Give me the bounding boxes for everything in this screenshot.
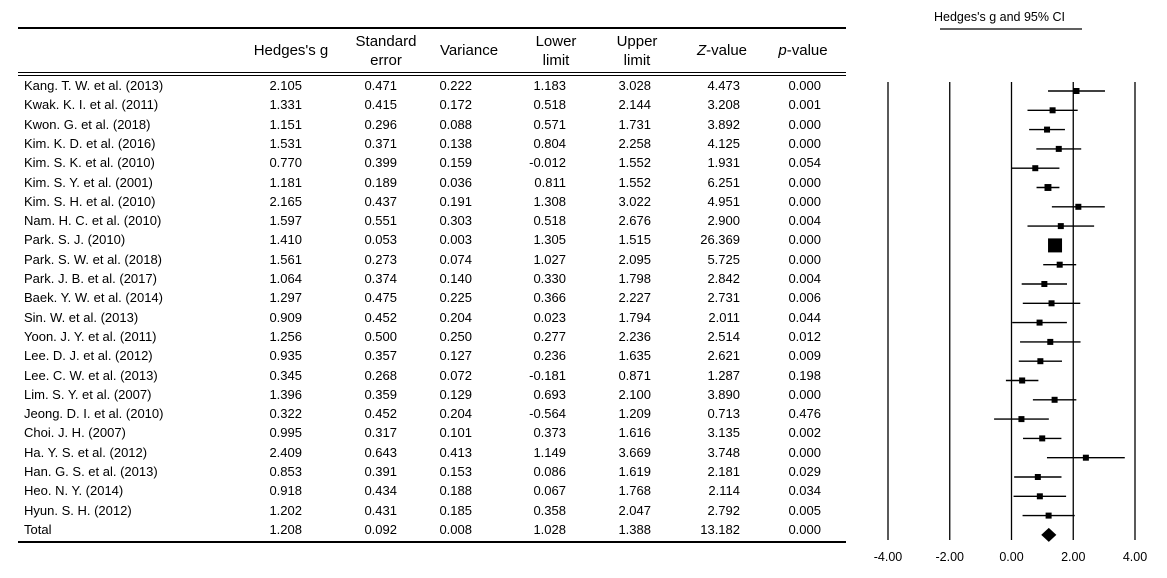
cell-se: 0.357: [364, 348, 397, 364]
cell-z: 2.842: [707, 271, 740, 286]
cell-p: 0.044: [788, 309, 821, 325]
cell-se: 0.189: [364, 174, 397, 190]
cell-upper: 1.731: [618, 116, 651, 132]
column-header-var: Variance: [439, 42, 499, 59]
cell-upper: 2.676: [618, 213, 651, 229]
cell-var: 0.003: [439, 232, 472, 248]
study-effect-marker: [1037, 320, 1043, 326]
cell-upper: 3.028: [618, 78, 651, 93]
cell-upper: 2.100: [618, 386, 651, 402]
column-header-z: Z-value: [696, 42, 748, 59]
ci-plot-title: Hedges's g and 95% CI: [934, 10, 1065, 24]
cell-upper: 1.798: [618, 271, 651, 286]
cell-p: 0.000: [788, 521, 821, 537]
cell-var: 0.204: [439, 406, 472, 422]
cell-var: 0.204: [439, 309, 472, 325]
cell-var: 0.250: [439, 328, 472, 344]
column-header-upper: Upper: [616, 33, 658, 50]
study-effect-marker: [1075, 204, 1081, 210]
cell-se: 0.053: [364, 232, 397, 248]
column-header-g: Hedges's g: [253, 42, 329, 59]
cell-upper: 3.022: [618, 193, 651, 209]
cell-z: 3.208: [707, 97, 740, 113]
cell-p: 0.004: [788, 271, 821, 286]
study-effect-marker: [1083, 455, 1089, 461]
study-name: Kim. S. H. et al. (2010): [24, 193, 156, 209]
study-name: Lim. S. Y. et al. (2007): [24, 386, 152, 402]
cell-g: 0.995: [269, 425, 302, 441]
study-name: Kim. K. D. et al. (2016): [24, 135, 156, 151]
cell-g: 1.531: [269, 135, 302, 151]
column-header-se: error: [370, 52, 402, 69]
cell-se: 0.371: [364, 135, 397, 151]
cell-upper: 1.209: [618, 406, 651, 422]
cell-upper: 1.616: [618, 425, 651, 441]
cell-g: 0.853: [269, 464, 302, 479]
cell-g: 0.918: [269, 483, 302, 499]
cell-var: 0.036: [439, 174, 472, 190]
cell-lower: -0.564: [529, 406, 566, 422]
cell-p: 0.000: [788, 116, 821, 132]
cell-upper: 2.144: [618, 97, 651, 113]
cell-se: 0.296: [364, 116, 397, 132]
study-effect-marker: [1058, 223, 1064, 229]
cell-lower: 0.067: [533, 483, 566, 499]
cell-p: 0.000: [788, 78, 821, 93]
cell-se: 0.475: [364, 290, 397, 306]
cell-upper: 2.258: [618, 135, 651, 151]
cell-lower: -0.181: [529, 367, 566, 383]
study-name: Hyun. S. H. (2012): [24, 502, 132, 518]
study-name: Baek. Y. W. et al. (2014): [24, 290, 163, 306]
cell-z: 2.514: [707, 328, 740, 344]
cell-lower: 1.027: [533, 251, 566, 267]
cell-upper: 1.552: [618, 174, 651, 190]
cell-g: 2.165: [269, 193, 302, 209]
study-effect-marker: [1073, 88, 1079, 94]
study-effect-marker: [1039, 435, 1045, 441]
study-effect-marker: [1046, 513, 1052, 519]
study-name: Jeong. D. I. et al. (2010): [24, 406, 164, 422]
cell-z: 2.792: [707, 502, 740, 518]
study-name: Kim. S. Y. et al. (2001): [24, 174, 153, 190]
study-name: Heo. N. Y. (2014): [24, 483, 124, 499]
cell-g: 0.322: [269, 406, 302, 422]
cell-z: 2.114: [708, 483, 740, 499]
cell-g: 1.256: [269, 328, 302, 344]
cell-lower: 0.277: [533, 328, 566, 344]
cell-upper: 1.768: [618, 483, 651, 499]
cell-var: 0.413: [439, 444, 472, 460]
study-effect-marker: [1032, 165, 1038, 171]
cell-se: 0.391: [364, 464, 397, 479]
cell-p: 0.004: [788, 213, 821, 229]
cell-z: 2.900: [707, 213, 740, 229]
column-header-se: Standard: [355, 33, 417, 50]
cell-var: 0.101: [439, 425, 472, 441]
cell-z: 4.951: [707, 193, 740, 209]
cell-var: 0.225: [439, 290, 472, 306]
x-tick-label: 2.00: [1061, 550, 1086, 564]
cell-var: 0.138: [439, 135, 472, 151]
cell-upper: 3.669: [618, 444, 651, 460]
cell-upper: 2.095: [618, 251, 651, 267]
cell-se: 0.437: [364, 193, 397, 209]
cell-lower: 0.023: [533, 309, 566, 325]
cell-se: 0.551: [364, 213, 397, 229]
cell-se: 0.092: [364, 521, 397, 537]
cell-lower: 1.305: [533, 232, 566, 248]
cell-upper: 2.047: [618, 502, 651, 518]
cell-g: 1.410: [269, 232, 302, 248]
cell-g: 1.151: [269, 116, 302, 132]
study-effect-marker: [1019, 377, 1025, 383]
study-effect-marker: [1052, 397, 1058, 403]
cell-var: 0.153: [439, 464, 472, 479]
cell-se: 0.434: [364, 483, 397, 499]
cell-lower: 0.693: [533, 386, 566, 402]
cell-p: 0.005: [788, 502, 821, 518]
study-name: Kwon. G. et al. (2018): [24, 116, 151, 132]
cell-upper: 1.515: [618, 232, 651, 248]
cell-se: 0.452: [364, 309, 397, 325]
cell-lower: 1.149: [533, 444, 566, 460]
cell-z: 2.621: [707, 348, 740, 364]
study-name: Choi. J. H. (2007): [24, 425, 126, 441]
cell-p: 0.000: [788, 251, 821, 267]
study-effect-marker: [1057, 262, 1063, 268]
cell-z: 3.890: [707, 386, 740, 402]
cell-upper: 1.794: [618, 309, 651, 325]
cell-var: 0.129: [439, 386, 472, 402]
cell-p: 0.476: [788, 406, 821, 422]
cell-p: 0.009: [788, 348, 821, 364]
cell-p: 0.000: [788, 386, 821, 402]
cell-var: 0.074: [439, 251, 472, 267]
cell-p: 0.000: [788, 135, 821, 151]
cell-p: 0.012: [788, 328, 821, 344]
cell-z: 2.731: [707, 290, 740, 306]
cell-var: 0.172: [439, 97, 472, 113]
cell-var: 0.088: [439, 116, 472, 132]
cell-se: 0.273: [364, 251, 397, 267]
study-effect-marker: [1044, 127, 1050, 133]
cell-g: 1.208: [269, 521, 302, 537]
cell-upper: 1.635: [618, 348, 651, 364]
cell-z: 2.181: [707, 464, 740, 479]
cell-lower: 0.373: [533, 425, 566, 441]
cell-z: 6.251: [707, 174, 740, 190]
cell-upper: 2.236: [618, 328, 651, 344]
cell-p: 0.054: [788, 155, 821, 171]
cell-var: 0.303: [439, 213, 472, 229]
study-effect-marker: [1035, 474, 1041, 480]
cell-z: 2.011: [708, 309, 740, 325]
cell-lower: -0.012: [529, 155, 566, 171]
column-header-upper: limit: [623, 52, 651, 69]
study-effect-marker: [1037, 358, 1043, 364]
cell-g: 1.297: [269, 290, 302, 306]
cell-p: 0.029: [788, 464, 821, 479]
cell-z: 0.713: [707, 406, 740, 422]
cell-p: 0.034: [788, 483, 821, 499]
cell-se: 0.399: [364, 155, 397, 171]
study-name: Sin. W. et al. (2013): [24, 309, 139, 325]
cell-p: 0.000: [788, 444, 821, 460]
study-effect-marker: [1049, 300, 1055, 306]
cell-g: 1.202: [269, 502, 302, 518]
cell-lower: 1.028: [533, 521, 566, 537]
cell-se: 0.452: [364, 406, 397, 422]
study-name: Kang. T. W. et al. (2013): [24, 78, 164, 93]
cell-lower: 0.518: [533, 97, 566, 113]
cell-z: 5.725: [707, 251, 740, 267]
study-name: Park. J. B. et al. (2017): [24, 271, 157, 286]
cell-var: 0.185: [439, 502, 472, 518]
cell-z: 3.892: [707, 116, 740, 132]
cell-lower: 1.308: [533, 193, 566, 209]
cell-se: 0.268: [364, 367, 397, 383]
study-name: Park. S. W. et al. (2018): [24, 251, 162, 267]
cell-var: 0.072: [439, 367, 472, 383]
cell-se: 0.500: [364, 328, 397, 344]
study-name: Lee. D. J. et al. (2012): [24, 348, 153, 364]
cell-var: 0.188: [439, 483, 472, 499]
study-name: Ha. Y. S. et al. (2012): [24, 444, 148, 460]
cell-g: 0.935: [269, 348, 302, 364]
cell-var: 0.127: [439, 348, 472, 364]
cell-g: 0.345: [269, 367, 302, 383]
cell-se: 0.359: [364, 386, 397, 402]
cell-se: 0.431: [364, 502, 397, 518]
cell-p: 0.006: [788, 290, 821, 306]
cell-se: 0.374: [364, 271, 397, 286]
cell-se: 0.643: [364, 444, 397, 460]
cell-se: 0.415: [364, 97, 397, 113]
cell-p: 0.000: [788, 174, 821, 190]
study-effect-marker: [1045, 184, 1052, 191]
cell-p: 0.198: [788, 367, 821, 383]
cell-lower: 0.366: [533, 290, 566, 306]
cell-g: 1.597: [269, 213, 302, 229]
cell-lower: 0.804: [533, 135, 566, 151]
cell-upper: 0.871: [618, 367, 651, 383]
study-effect-marker: [1048, 238, 1062, 252]
cell-z: 3.748: [707, 444, 740, 460]
x-tick-label: -2.00: [935, 550, 964, 564]
cell-var: 0.222: [439, 78, 472, 93]
cell-p: 0.000: [788, 193, 821, 209]
study-effect-marker: [1018, 416, 1024, 422]
column-header-lower: Lower: [535, 33, 577, 50]
x-tick-label: 4.00: [1122, 550, 1148, 564]
cell-p: 0.002: [788, 425, 821, 441]
cell-se: 0.471: [364, 78, 397, 93]
cell-var: 0.191: [439, 193, 472, 209]
study-name: Nam. H. C. et al. (2010): [24, 213, 162, 229]
x-tick-label: -4.00: [873, 550, 903, 564]
cell-g: 0.909: [269, 309, 302, 325]
summary-diamond: [1041, 528, 1056, 542]
cell-lower: 0.518: [533, 213, 566, 229]
cell-p: 0.000: [788, 232, 821, 248]
cell-z: 1.931: [707, 155, 740, 171]
cell-z: 13.182: [700, 521, 740, 537]
cell-z: 4.473: [707, 78, 740, 93]
cell-upper: 1.388: [618, 521, 651, 537]
cell-var: 0.140: [439, 271, 472, 286]
cell-g: 0.770: [269, 155, 302, 171]
cell-z: 1.287: [707, 367, 740, 383]
cell-var: 0.159: [439, 155, 472, 171]
study-name: Han. G. S. et al. (2013): [24, 464, 158, 479]
study-effect-marker: [1037, 493, 1043, 499]
cell-upper: 1.552: [618, 155, 651, 171]
cell-lower: 0.358: [533, 502, 566, 518]
cell-se: 0.317: [364, 425, 397, 441]
study-name: Yoon. J. Y. et al. (2011): [24, 328, 157, 344]
study-name: Kim. S. K. et al. (2010): [24, 155, 155, 171]
cell-p: 0.001: [788, 97, 821, 113]
cell-z: 26.369: [700, 232, 740, 248]
cell-lower: 0.086: [533, 464, 566, 479]
cell-lower: 0.330: [533, 271, 566, 286]
cell-g: 1.561: [269, 251, 302, 267]
study-effect-marker: [1041, 281, 1047, 287]
cell-upper: 1.619: [618, 464, 651, 479]
cell-z: 4.125: [707, 135, 740, 151]
study-effect-marker: [1050, 107, 1056, 113]
cell-g: 1.331: [269, 97, 302, 113]
x-tick-label: 0.00: [999, 550, 1024, 564]
cell-z: 3.135: [707, 425, 740, 441]
cell-lower: 1.183: [533, 78, 566, 93]
column-header-lower: limit: [542, 52, 570, 69]
cell-g: 2.105: [269, 78, 302, 93]
cell-lower: 0.571: [533, 116, 566, 132]
study-name: Kwak. K. I. et al. (2011): [24, 97, 159, 113]
cell-g: 1.396: [269, 386, 302, 402]
total-label: Total: [24, 521, 52, 537]
cell-upper: 2.227: [618, 290, 651, 306]
study-effect-marker: [1056, 146, 1062, 152]
study-effect-marker: [1047, 339, 1053, 345]
cell-var: 0.008: [439, 521, 472, 537]
study-name: Park. S. J. (2010): [24, 232, 126, 248]
cell-lower: 0.236: [533, 348, 566, 364]
column-header-p: p-value: [778, 42, 828, 59]
cell-g: 2.409: [269, 444, 302, 460]
cell-g: 1.064: [269, 271, 302, 286]
study-name: Lee. C. W. et al. (2013): [24, 367, 158, 383]
cell-g: 1.181: [269, 174, 302, 190]
cell-lower: 0.811: [534, 174, 566, 190]
